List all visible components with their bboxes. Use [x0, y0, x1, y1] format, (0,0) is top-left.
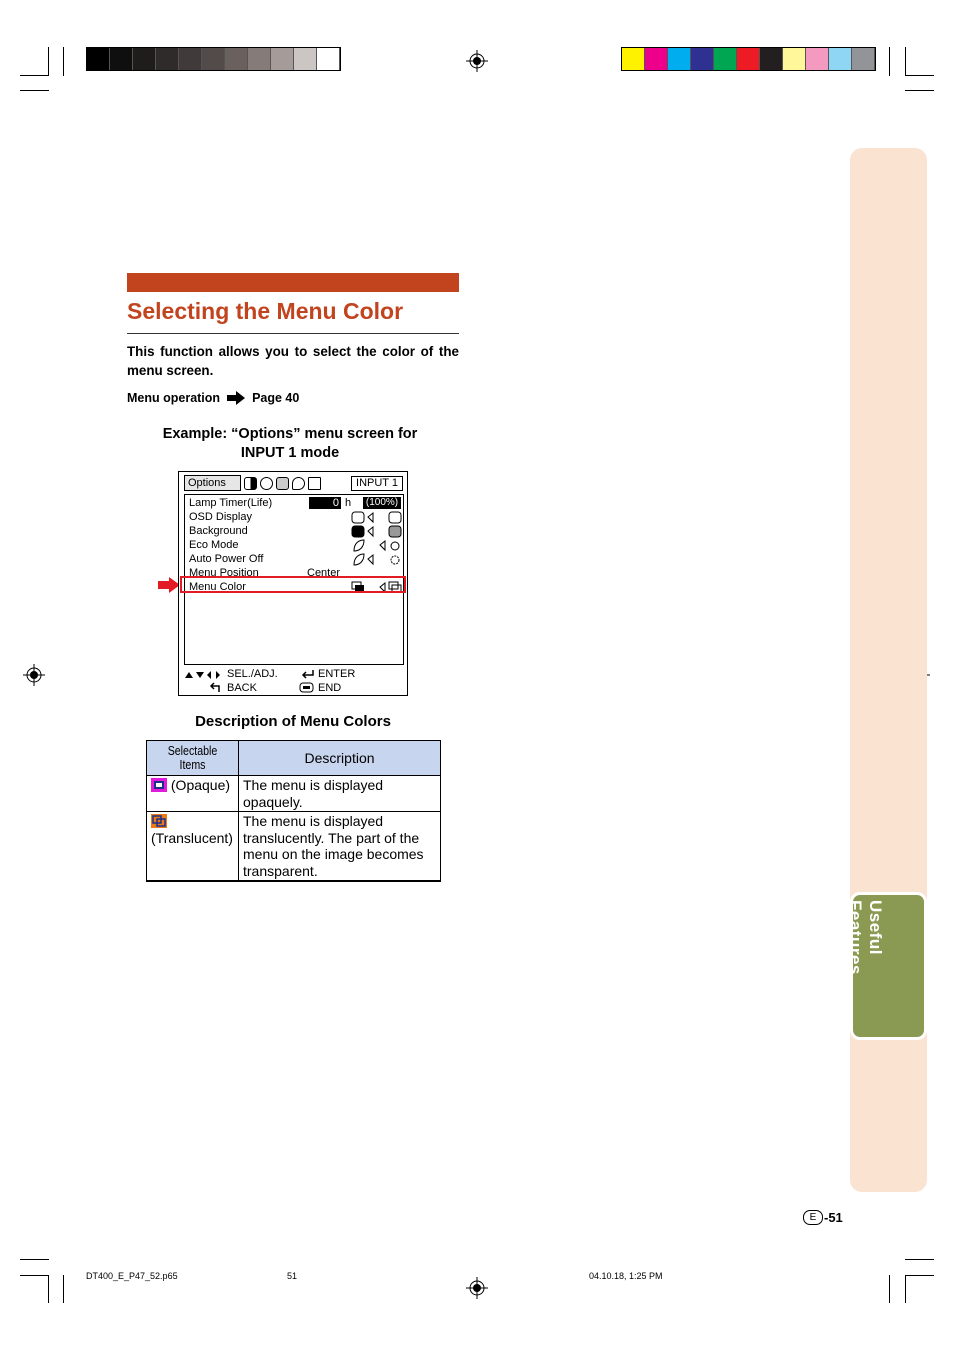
page-number-value: -51 [824, 1210, 843, 1225]
registration-mark-bottom [466, 1277, 488, 1299]
example-line-2: INPUT 1 mode [240, 445, 340, 461]
table-cell-desc: The menu is displayed opaquely. [239, 776, 441, 812]
footer-filename: DT400_E_P47_52.p65 [86, 1271, 178, 1281]
osd-footer-enter: ENTER [318, 668, 356, 680]
page-number [803, 1210, 843, 1225]
osd-row-lamp-timer[interactable]: Lamp Timer(Life) [189, 497, 273, 509]
audio-tab-icon[interactable] [260, 477, 273, 490]
lamp-timer-unit: h [345, 497, 352, 509]
example-line-1: Example: “Options” menu screen for [162, 426, 418, 442]
registration-mark-left [23, 664, 45, 686]
osd-row-osd-display[interactable]: OSD Display [189, 511, 252, 523]
footer-page: 51 [287, 1271, 298, 1281]
footer-date: 04.10.18, 1:25 PM [589, 1271, 663, 1281]
header-selectable-items: Selectable Items [147, 741, 239, 776]
title-rule [127, 333, 459, 334]
table-header-row [147, 741, 441, 776]
arrow-right-icon [226, 390, 246, 406]
osd-footer-end: END [318, 682, 342, 694]
options-tab-icon[interactable] [276, 477, 289, 490]
table-title: Description of Menu Colors [195, 713, 391, 730]
menu-operation-page: Page 40 [252, 391, 300, 405]
menu-colors-table [146, 740, 441, 882]
table-cell-desc: The menu is displayed translucently. The part of the menu on the image becomes transparent. [239, 812, 441, 882]
menu-operation-label: Menu operation [127, 391, 221, 405]
side-tab-label: Useful Features [846, 900, 885, 975]
table-cell-item: (Translucent) [147, 812, 239, 882]
language-tab-icon[interactable] [292, 477, 305, 490]
opaque-icon [151, 778, 167, 792]
intro-text: This function allows you to select the color of the menu screen. [127, 344, 459, 378]
enter-icon [301, 669, 315, 680]
registration-mark-top [466, 50, 488, 72]
osd-footer-back: BACK [227, 682, 257, 694]
table-row [147, 812, 441, 882]
osd-row-menu-position[interactable]: Menu Position [189, 567, 259, 579]
osd-row-background[interactable]: Background [189, 525, 248, 537]
osd-tab-bar [184, 475, 321, 491]
section-title: Selecting the Menu Color [127, 298, 404, 324]
table-row [147, 776, 441, 812]
lamp-life-percent: (100%) [363, 497, 401, 509]
osd-menu-screen [178, 471, 408, 696]
grayscale-swatch-bar [86, 47, 341, 71]
back-icon [209, 682, 223, 693]
header-description: Description [239, 741, 441, 776]
menu-operation-reference [127, 390, 299, 406]
osd-input-label: INPUT 1 [351, 476, 403, 491]
osd-row-menu-color[interactable]: Menu Color [189, 581, 246, 593]
lamp-timer-value: 0 [309, 497, 341, 509]
osd-row-eco-mode[interactable]: Eco Mode [189, 539, 239, 551]
color-swatch-bar [621, 47, 876, 71]
menu-position-value: Center [307, 567, 341, 579]
osd-row-auto-power-off[interactable]: Auto Power Off [189, 553, 264, 565]
translucent-icon [151, 814, 167, 828]
example-caption [140, 425, 440, 463]
status-tab-icon[interactable] [308, 477, 321, 490]
end-icon [299, 682, 315, 693]
picture-tab-icon[interactable] [244, 477, 257, 490]
table-cell-item: (Opaque) [147, 776, 239, 812]
osd-tab-options[interactable]: Options [184, 475, 241, 491]
pointer-arrow-icon [158, 577, 180, 593]
title-accent-bar [127, 273, 459, 292]
navigation-arrows-icon [184, 670, 224, 680]
page-letter: E [803, 1210, 823, 1225]
osd-footer-sel-adj: SEL./ADJ. [227, 668, 278, 680]
menu-color-highlight [180, 576, 406, 593]
